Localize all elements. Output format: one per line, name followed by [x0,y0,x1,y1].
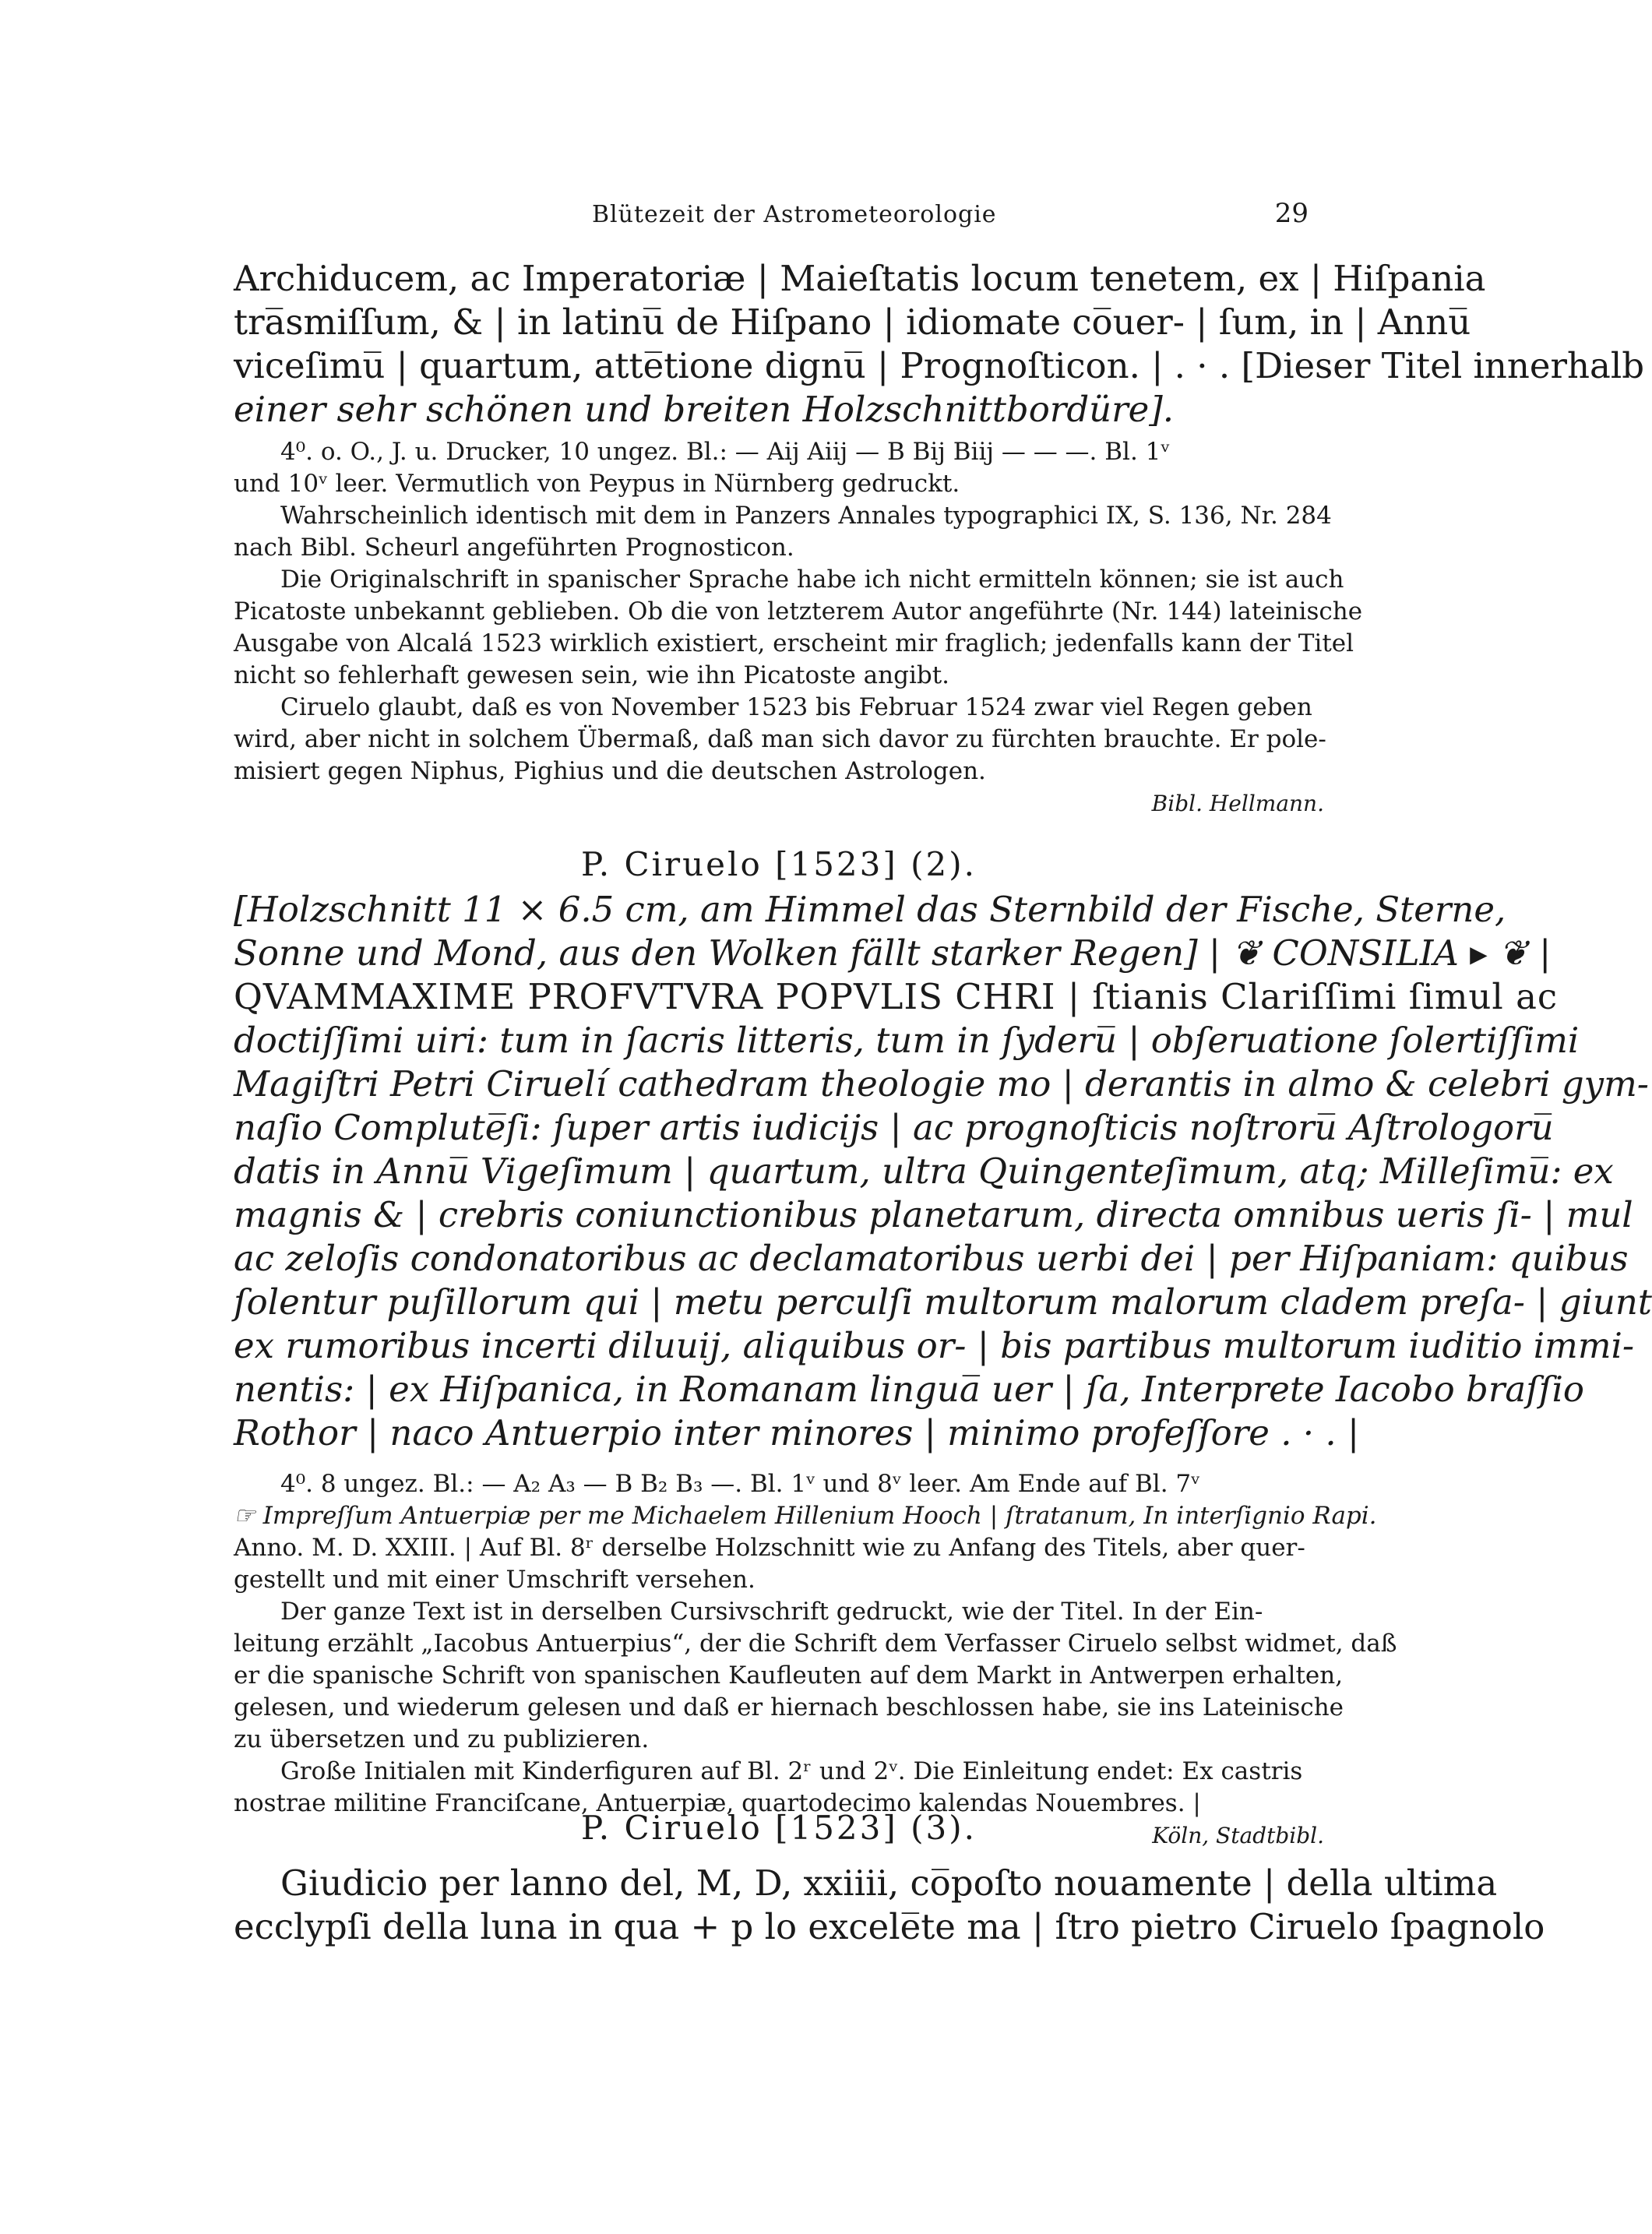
note-line: und 10ᵛ leer. Vermutlich von Peypus in Nürnberg gedruckt. [234,470,960,498]
note-line: Ausgabe von Alcalá 1523 wirklich existiert, erscheint mir fraglich; jedenfalls kann der Titel [234,629,1354,657]
title-line: magnis & | crebris coniunctionibus planetarum, directa omnibus ueris ſi- | mul [234,1194,1633,1235]
note-line: Picatoste unbekannt geblieben. Ob die von letzterem Autor angeführte (Nr. 144) lateinische [234,597,1363,625]
note-line: misiert gegen Niphus, Pighius und die deutschen Astrologen. [234,757,986,785]
entry3-heading: P. Ciruelo [1523] (3). [581,1809,977,1847]
note-line: wird, aber nicht in solchem Übermaß, daß man sich davor zu fürchten brauchte. Er pole- [234,725,1326,753]
note-line: Wahrscheinlich identisch mit dem in Panzers Annales typographici IX, S. 136, Nr. 284 [280,502,1332,530]
running-head [234,198,1309,240]
note-line: Anno. M. D. XXIII. | Auf Bl. 8ʳ derselbe Holzschnitt wie zu Anfang des Titels, aber quer- [234,1534,1305,1562]
note-line: leitung erzählt „Iacobus Antuerpius“, der die Schrift dem Verfasser Ciruelo selbst widmet, daß [234,1630,1397,1658]
title-line: Archiducem, ac Imperatoriæ | Maieſtatis locum tenetem, ex | Hiſpania [234,258,1486,299]
title-line: doctiſſimi uiri: tum in ſacris litteris, tum in ſyderu̅ | obſeruatione ſolertiſſimi [234,1020,1580,1061]
title-line: QVAMMAXIME PROFVTVRA POPVLIS CHRI | ſtianis Clariſſimi ſimul ac [234,976,1559,1017]
title-line: ex rumoribus incerti diluuij, aliquibus or- | bis partibus multorum iuditio immi- [234,1325,1635,1366]
title-line: ecclypſi della luna in qua + p lo excele̅te ma | ſtro pietro Ciruelo ſpagnolo [234,1906,1545,1947]
note-line: nicht so fehlerhaft gewesen sein, wie ihn Picatoste angibt. [234,661,950,689]
title-line: Sonne und Mond, aus den Wolken fällt starker Regen] | ❦ CONSILIA ▸ ❦ | [234,932,1552,974]
entry1-title [234,257,1645,432]
note-line: gestellt und mit einer Umschrift versehen. [234,1566,756,1594]
title-line: datis in Annu̅ Vigeſimum | quartum, ultra Quingenteſimum, atq; Milleſimu̅: ex [234,1150,1614,1192]
entry2-title [234,888,1652,1455]
title-line: nentis: | ex Hiſpanica, in Romanam lingua̅ uer | ſa, Interprete Iacobo braſſio [234,1369,1584,1410]
entry2-notes [234,1468,1397,1852]
title-line: viceſimu̅ | quartum, atte̅tione dignu̅ | Prognoſticon. | . · . [Dieser Titel innerhalb [234,345,1645,386]
note-line: Große Initialen mit Kinderfiguren auf Bl. 2ʳ und 2ᵛ. Die Einleitung endet: Ex castris [280,1757,1303,1785]
note-line: 4⁰. o. O., J. u. Drucker, 10 ungez. Bl.: — Aij Aiij — B Bij Biij — — —. Bl. 1ᵛ [280,438,1170,466]
title-line: einer sehr schönen und breiten Holzschnittbordüre]. [234,389,1175,430]
note-line: 4⁰. 8 ungez. Bl.: — A₂ A₃ — B B₂ B₃ —. Bl. 1ᵛ und 8ᵛ leer. Am Ende auf Bl. 7ᵛ [280,1470,1200,1498]
title-line: Magiſtri Petri Ciruelí cathedram theologie mo | derantis in almo & celebri gym- [234,1063,1649,1105]
note-line: ☞ Impreſſum Antuerpiæ per me Michaelem Hillenium Hooch | ſtratanum, In interſignio Rapi. [234,1502,1377,1530]
title-line: tra̅smiſſum, & | in latinu̅ de Hiſpano | idiomate co̅uer- | ſum, in | Annu̅ [234,301,1471,343]
source-library: Bibl. Hellmann. [1151,791,1324,816]
entry1-notes [234,436,1363,819]
title-line: Rothor | naco Antuerpio inter minores | minimo profeſſore . · . | [234,1412,1360,1454]
note-line: Die Originalschrift in spanischer Sprache habe ich nicht ermitteln können; sie ist auch [280,566,1344,594]
note-line: nostrae militine Franciſcane, Antuerpiæ, quartodecimo kalendas Nouembres. | [234,1789,1201,1817]
note-line: nach Bibl. Scheurl angeführten Prognosticon. [234,534,794,562]
note-line: Der ganze Text ist in derselben Cursivschrift gedruckt, wie der Titel. In der Ein- [280,1598,1263,1626]
title-line: Giudicio per lanno del, M, D, xxiiii, co̅poſto nouamente | della ultima [280,1862,1498,1904]
note-line: Ciruelo glaubt, daß es von November 1523 bis Februar 1524 zwar viel Regen geben [280,693,1312,721]
title-line: naſio Complute̅ſi: ſuper artis iudicijs | ac prognoſticis noſtroru̅ Aſtrologoru̅ [234,1107,1554,1148]
page-number: 29 [1274,198,1309,229]
note-line: zu übersetzen und zu publizieren. [234,1725,650,1753]
entry3-title [234,1862,1545,1949]
source-library: Köln, Stadtbibl. [1152,1823,1324,1848]
note-line: er die spanische Schrift von spanischen Kaufleuten auf dem Markt in Antwerpen erhalten, [234,1661,1344,1690]
title-line: ſolentur puſillorum qui | metu perculſi multorum malorum cladem preſa- | giunt [234,1281,1652,1323]
title-line: [Holzschnitt 11 × 6.5 cm, am Himmel das Sternbild der Fische, Sterne, [234,889,1506,930]
note-line: gelesen, und wiederum gelesen und daß er hiernach beschlossen habe, sie ins Lateinische [234,1693,1344,1721]
running-title: Blütezeit der Astrometeorologie [592,201,997,228]
entry2-heading: P. Ciruelo [1523] (2). [581,845,977,883]
title-line: ac zeloſis condonatoribus ac declamatoribus uerbi dei | per Hiſpaniam: quibus [234,1238,1629,1279]
